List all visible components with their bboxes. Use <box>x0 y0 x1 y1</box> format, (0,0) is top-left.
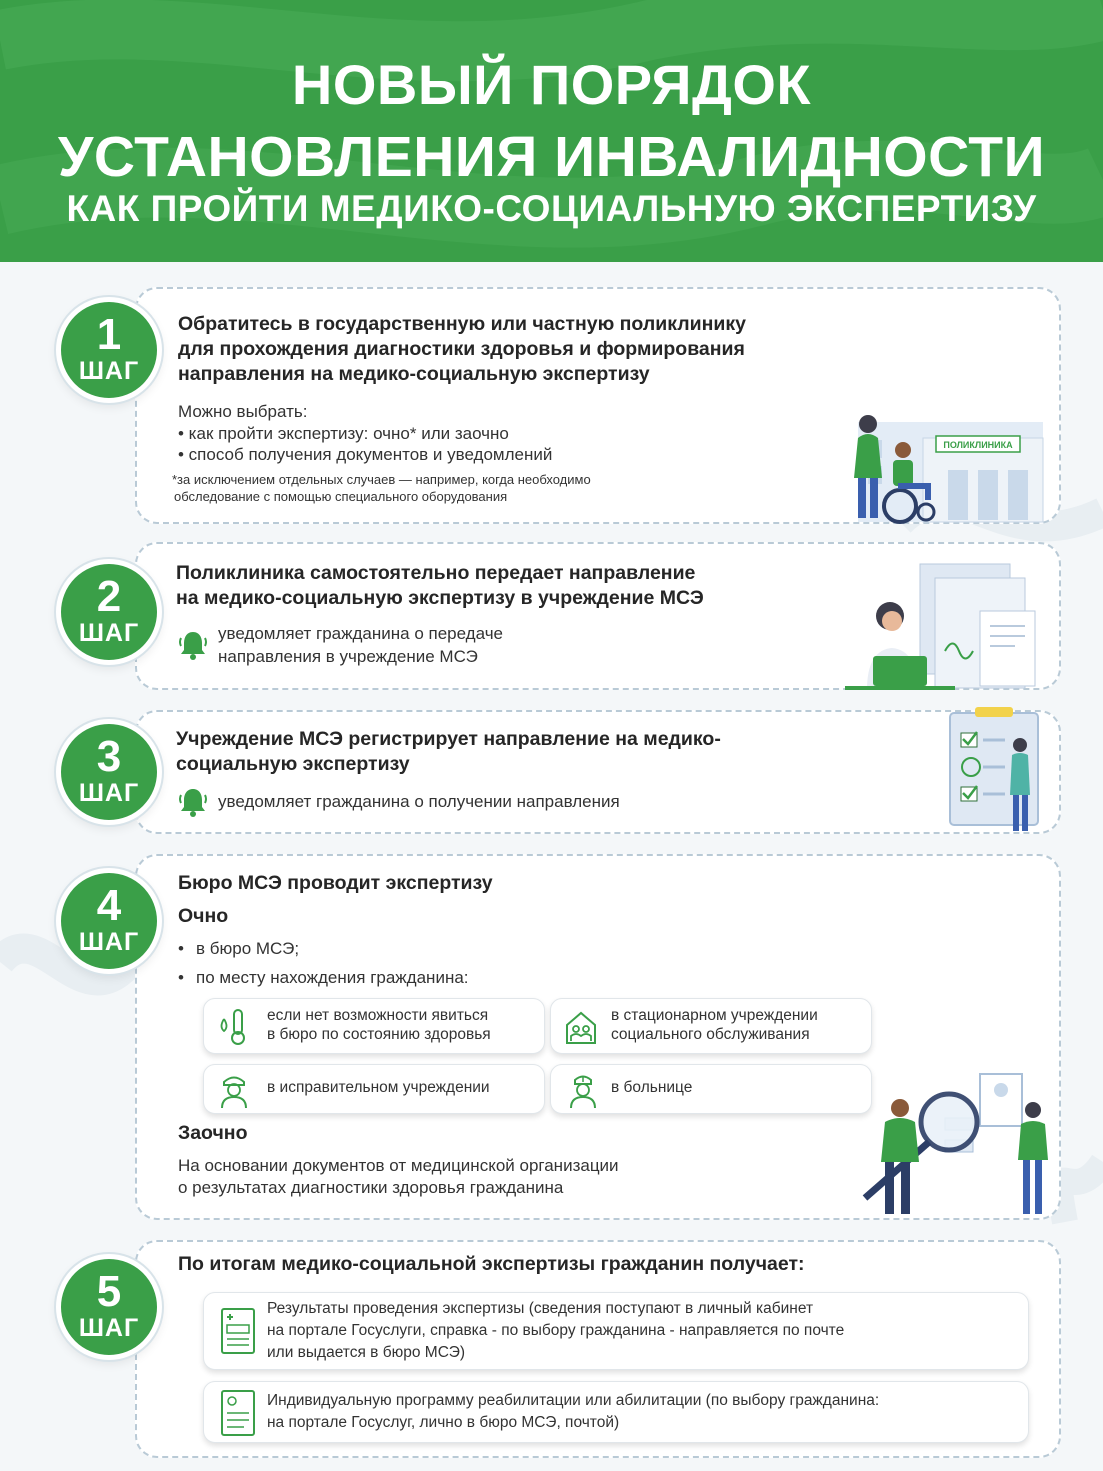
option-item: • как пройти экспертизу: очно* или заочно <box>178 424 509 443</box>
step-number: 2 <box>96 572 122 621</box>
place-text: социального обслуживания <box>611 1026 810 1043</box>
thermometer-icon <box>216 1007 250 1047</box>
step-3-badge <box>56 719 162 825</box>
title-line-2: УСТАНОВЛЕНИЯ ИНВАЛИДНОСТИ <box>57 125 1046 189</box>
care-home-icon <box>563 1007 599 1047</box>
bullet-marker: • <box>178 968 184 987</box>
remote-label: Заочно <box>178 1122 248 1144</box>
step-1-badge <box>56 297 162 403</box>
result-item <box>203 1292 1029 1370</box>
report-icon <box>218 1307 258 1355</box>
result-text: или выдается в бюро МСЭ) <box>267 1344 466 1361</box>
place-text: в больнице <box>611 1079 693 1096</box>
notify-line: уведомляет гражданина о передаче <box>218 624 503 643</box>
bullet-item: в бюро МСЭ; <box>196 939 300 958</box>
clinic-illustration <box>838 410 1060 524</box>
step-2-title-line: на медико-социальную экспертизу в учреждение МСЭ <box>176 587 704 609</box>
step-4-badge <box>56 868 162 974</box>
header-banner <box>0 0 1103 262</box>
step-4-title: Бюро МСЭ проводит экспертизу <box>178 872 493 894</box>
place-text: если нет возможности явиться <box>267 1007 489 1024</box>
guard-icon <box>216 1070 252 1110</box>
step-label: ШАГ <box>78 619 140 647</box>
document-icon <box>218 1389 258 1437</box>
place-option <box>203 998 545 1054</box>
bell-icon <box>178 629 208 661</box>
clinic-sign: ПОЛИКЛИНИКА <box>943 440 1013 450</box>
step-number: 1 <box>96 310 122 359</box>
result-text: Индивидуальную программу реабилитации или абилитации (по выбору гражданина: <box>267 1392 880 1409</box>
step-5-title: По итогам медико-социальной экспертизы гражданин получает: <box>178 1253 805 1275</box>
result-item <box>203 1381 1029 1443</box>
footnote-line: обследование с помощью специального оборудования <box>174 489 508 504</box>
checklist-illustration <box>945 705 1045 837</box>
step-label: ШАГ <box>78 357 140 385</box>
place-text: в стационарном учреждении <box>611 1007 818 1024</box>
footnote-line: *за исключением отдельных случаев — например, когда необходимо <box>172 472 591 487</box>
place-text: в бюро по состоянию здоровья <box>267 1026 491 1043</box>
magnifier-illustration <box>845 1068 1055 1220</box>
step-label: ШАГ <box>78 1314 140 1342</box>
inperson-label: Очно <box>178 905 229 927</box>
nurse-icon <box>565 1070 601 1110</box>
step-number: 5 <box>96 1267 122 1316</box>
place-option <box>203 1064 545 1114</box>
notify-line: уведомляет гражданина о получении направления <box>218 792 620 811</box>
place-option <box>550 1064 872 1114</box>
step-1-title-line: Обратитесь в государственную или частную поликлинику <box>178 313 746 335</box>
remote-text: На основании документов от медицинской организации <box>178 1156 619 1175</box>
result-text: на портале Госуслуги, справка - по выбору гражданина - направляется по почте <box>267 1322 845 1339</box>
result-text: Результаты проведения экспертизы (сведения поступают в личный кабинет <box>267 1300 814 1317</box>
bell-icon <box>178 786 208 818</box>
choose-label: Можно выбрать: <box>178 402 308 421</box>
place-text: в исправительном учреждении <box>267 1079 490 1096</box>
step-label: ШАГ <box>78 779 140 807</box>
bullet-marker: • <box>178 939 184 958</box>
notify-line: направления в учреждение МСЭ <box>218 647 478 666</box>
step-1-title-line: для прохождения диагностики здоровья и формирования <box>178 338 745 360</box>
bullet-item: по месту нахождения гражданина: <box>196 968 469 987</box>
step-2-badge <box>56 559 162 665</box>
result-text: на портале Госуслуг, лично в бюро МСЭ, почтой) <box>267 1414 620 1431</box>
title-line-1: НОВЫЙ ПОРЯДОК <box>291 53 812 116</box>
step-3-title-line: Учреждение МСЭ регистрирует направление на медико- <box>176 728 721 750</box>
step-3-title-line: социальную экспертизу <box>176 753 410 775</box>
documents-illustration <box>845 556 1045 692</box>
step-number: 4 <box>96 881 122 930</box>
remote-text: о результатах диагностики здоровья гражданина <box>178 1178 564 1197</box>
step-label: ШАГ <box>78 928 140 956</box>
step-2-title-line: Поликлиника самостоятельно передает направление <box>176 562 696 584</box>
place-option <box>550 998 872 1054</box>
option-item: • способ получения документов и уведомлений <box>178 445 553 464</box>
subtitle: КАК ПРОЙТИ МЕДИКО-СОЦИАЛЬНУЮ ЭКСПЕРТИЗУ <box>66 188 1037 229</box>
step-1-title-line: направления на медико-социальную экспертизу <box>178 363 650 385</box>
step-number: 3 <box>96 732 122 781</box>
step-5-badge <box>56 1254 162 1360</box>
